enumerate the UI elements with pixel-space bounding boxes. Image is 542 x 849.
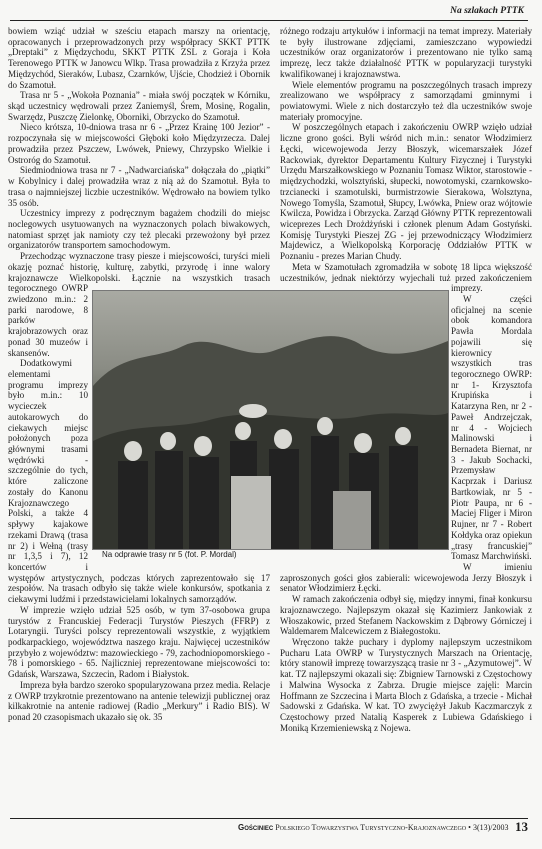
issue-number: 3(13)/2003 [472,823,509,832]
paragraph: Wręczono także puchary i dyplomy najlepszym uczestnikom Pucharu Lata OWRP w Turystycznych Marszach na Orientację, który stanowił imprezę towarzyszącą trasie nr 3 - „Azymutowej”. W kat. TZ najlepszymi okazali się: Zbigniew Tarnowski z Częstochowy i Malwina Wysocka z Zabrza. Drugie miejsce zajęli: Marcin Hoffmann ze Szczecina i Marta Bloch z Gdańska, a trzecie - Michał Sadowski z Gdańska. W kat. TO zwyciężył Jakub Kaczmarczyk z Częstochowy przed Natalią Kasperek z Lubiewa Gdańskiego i Moniką Krzemieniewską z Nojewa. [280,636,532,733]
paragraph: W poszczególnych etapach i zakończeniu OWRP wzięło udział liczne grono gości. Byli wśród nich m.in.: senator Włodzimierz Łęcki, wicewojewoda Jerzy Błoszyk, wicemarszałek Józef Rackowiak, dyrektor Departamentu Kultury Fizycznej i Turystyki Urzędu Marszałkowskiego w Poznaniu Tomasz Wiktor, starostowie - międzychodzki, wolsztyński, słupecki, nowotomyski, czarnkowsko-trzcianecki i szamotulski, burmistrzowie Sierakowa, Wolsztyna, Nowego Tomyśla, Szamotuł, Słupcy, Lwówka, Pniew oraz wójtowie Kwilcza, Powidza i Obrzycka. Zarząd Główny PTTK reprezentowali wiceprezes Lech Drożdżyński i członek plenum Adam Gostyński. Komisję Turystyki Pieszej ZG - jej przewodniczący Włodzimierz Majdewicz, a Wielkopolską Korporację Oddziałów PTTK w Poznaniu - prezes Marian Chudy. [280,122,532,262]
paragraph: Nieco krótsza, 10-dniowa trasa nr 6 - „Przez Krainę 100 Jezior” - rozpoczynała się w miejscowości Głęboki koło Międzyrzecza. Dalej prowadziła przez Pszczew, Lwówek, Pniewy, Chrzypsko Wielkie i Ostroróg do Szamotuł. [8,122,270,165]
paragraph: W imieniu zaproszonych gości głos zabierali: wicewojewoda Jerzy Błoszyk i senator Włodzimierz Łęcki. [280,561,532,594]
paragraph: Dodatkowymi elementami programu imprezy było m.in.: 10 wycieczek autokarowych do ciekawych miejsc położonych poza głównymi trasami wędrówki - szczególnie do tych, które zaliczone zostały do Kanonu Krajoznawczego Polski, a także 4 spływy kajakowe rzekami Drawą (trasa nr 2) i Wełną (trasy nr 1,3,5 i 7), 12 koncertów i występów artystycznych, podczas których zaprezentowało się 17 zespołów. Na trasach odbyło się także wiele konkursów, spotkania z ciekawymi ludźmi i przedstawicielami lokalnych samorządów. [8,358,270,605]
section-header: Na szlakach PTTK [450,6,524,16]
paragraph: różnego rodzaju artykułów i informacji na temat imprezy. Materiały te były ilustrowane zdjęciami, zamieszczano wypowiedzi uczestników oraz organizatorów i prezentowano nie tylko samą imprezę, lecz także działalność PTTK w popularyzacji turystyki kwalifikowanej i krajoznawstwa. [280,26,532,79]
article-photo [92,290,449,550]
footer-publication: Gościniec Polskiego Towarzystwa Turystyczno-Krajoznawczego • 3(13)/2003 [238,823,509,832]
paragraph: W części oficjalnej na scenie obok komandora Pawła Mordala pojawili się kierownicy wszystkich tras tegorocznego OWRP: nr 1- Krzysztofa Krupińska i Katarzyna Ren, nr 2 - Paweł Andrzejczak, nr 4 - Wojciech Malinowski i Bernadeta Biernat, nr 3 - Jakub Sochacki, Przemysław Kacprzak i Dariusz Bartkowiak, nr 5 - Piotr Paupa, nr 6 - Maciej Fliger i Miron Rujner, nr 7 - Robert Kołdyka oraz opiekun „trasy francuskiej” Tomasz Marchwiński. [451,293,532,562]
paragraph: Trasa nr 5 - „Wokoła Poznania” - miała swój początek w Kórniku, skąd uczestnicy wędrowali przez Zaniemyśl, Śrem, Mosinę, Rogalin, Swarzędz, Puszczę Zielonkę, Oborniki, Obrzycko do Szamotuł. [8,90,270,122]
header-rule [10,20,528,21]
page-number: 13 [515,819,528,834]
paragraph: W ramach zakończenia odbył się, między innymi, finał konkursu krajoznawczego. Najlepszym okazał się Kazimierz Jankowiak z Włoszakowic, przed Stefanem Nackowskim z Dąbrowy Górniczej i Waldemarem Malcewiczem z Białegostoku. [280,594,532,637]
paragraph: Wiele elementów programu na poszczególnych trasach imprezy zrealizowano we współpracy z samorządami gminnymi i powiatowymi. Wiele z nich dostarczyło też dla uczestników swoje materiały promocyjne. [280,79,532,122]
footer-rule [10,818,528,819]
publisher-name: Polskiego Towarzystwa Turystyczno-Krajoznawczego [275,823,467,832]
paragraph: Uczestnicy imprezy z podręcznym bagażem chodzili do miejsc noclegowych usytuowanych na wyznaczonych polach biwakowych, natomiast sprzęt jak namioty czy też plecaki przewożony był przez organizatorów transportem samochodowym. [8,208,270,251]
paragraph: Meta w Szamotułach zgromadziła w sobotę 18 lipca większość uczestników, jednak niektórzy wyjechali tuż przed zakończeniem imprezy. [280,261,532,294]
photo-caption: Na odprawie trasy nr 5 (fot. P. Mordal) [102,550,237,559]
paragraph: Przechodząc wyznaczone trasy piesze i miejscowości, turyści mieli okazję poznać historię, kulturę, zabytki, przyrodę i inne walory krajoznawcze Wielkopolski. Łącznie na wszystkich trasach tegorocznego OWRP zwiedzono m.in.: 2 parki narodowe, 8 parków krajobrazowych oraz ponad 30 muzeów i skansenów. [8,251,270,358]
paragraph: bowiem wziąć udział w sześciu etapach marszy na orientację, opracowanych i przeprowadzonych przy współpracy SKKT PTTK „Dreptaki” z Międzychodu, SKKT PTTK ZSL z Goraja i Koła Terenowego PTTK w Janowcu Wlkp. Trasa prowadziła z Krzyża przez Międzychód, Sieraków, Lubasz, Czarnków, Ujście, Chodzież i Obornik do Szamotuł. [8,26,270,90]
paragraph: Siedmiodniowa trasa nr 7 - „Nadwarciańska” dołączała do „piątki” w Kobylnicy i dalej prowadziła wraz z nią aż do Szamotuł. Była to trasa o najmniejszej liczbie uczestników. Wędrowało na bowiem tylko 35 osób. [8,165,270,208]
paragraph: Impreza była bardzo szeroko spopularyzowana przez media. Relacje z OWRP trzykrotnie prezentowano na antenie telewizji publicznej oraz kilkakrotnie na antenie radiowej (Radio „Merkury” i Radio BIS). W ponad 20 czasopismach ukazało się ok. 35 [8,679,270,722]
magazine-name: Gościniec [238,823,274,832]
paragraph: W imprezie wzięło udział 525 osób, w tym 37-osobowa grupa turystów z Francuskiej Federacji Turystów Pieszych (FFRP) z Lotaryngii. Turyści polscy reprezentowali wszystkie, z wyjątkiem podkarpackiego, województwa naszego kraju. Najwięcej uczestników przybyło z województw: mazowieckiego - 79, zachodniopomorskiego - 78 i pomorskiego - 65. Najliczniej reprezentowane miejscowości to: Gdańsk, Warszawa, Szczecin, Radom i Białystok. [8,604,270,680]
